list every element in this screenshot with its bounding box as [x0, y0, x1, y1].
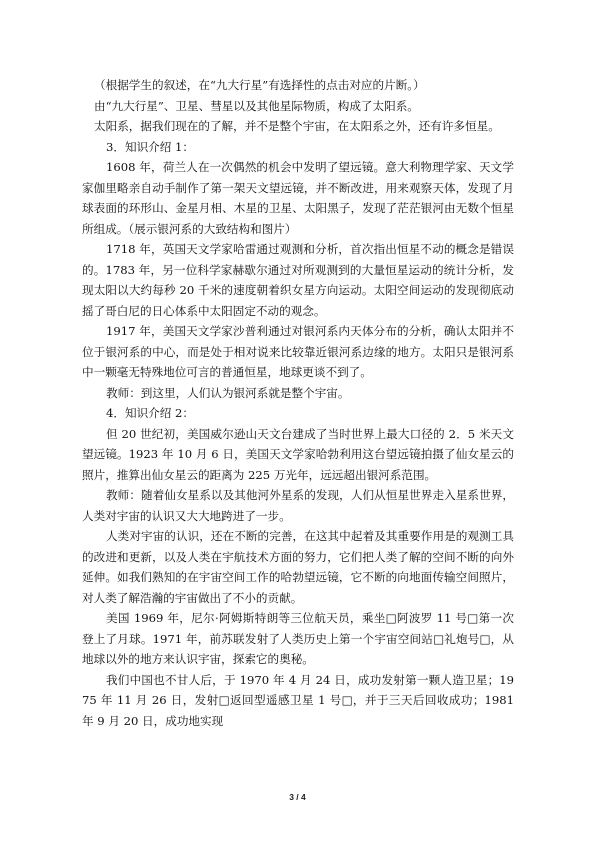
paragraph-halley-1718: 1718 年，英国天文学家哈雷通过观测和分析，首次指出恒星不动的概念是错误的。1783 年，另一位科学家赫歇尔通过对所观测到的大量恒星运动的统计分析，发现太阳以大约每秒 20 千米的速度朝着织女星方向运动。太阳空间运动的发现彻底动摇了哥白尼的日心体系中太阳固定不动的观念。 [82, 242, 514, 318]
section-heading-knowledge-2: 4．知识介绍 2： [106, 406, 195, 420]
paragraph-observation-tools: 人类对宇宙的认识，还在不断的完善，在这其中起着及其重要作用是的观测工具的改进和更新，以及人类在宇航技术方面的努力，它们把人类了解的空间不断的向外延伸。如我们熟知的在宇宙空间工作的哈勃望远镜，它不断的向地面传输空间照片，对人类了解浩瀚的宇宙做出了不小的贡献。 [82, 529, 514, 605]
document-body [82, 75, 514, 731]
paragraph-solar-system-composition: 由“九大行星”、卫星、彗星以及其他星际物质，构成了太阳系。 [94, 98, 419, 113]
paragraph-beyond-solar-system: 太阳系，据我们现在的了解，并不是整个宇宙，在太阳系之外，还有许多恒星。 [94, 119, 500, 133]
paragraph-shapley-1917: 1917 年，美国天文学家沙普利通过对银河系内天体分布的分析，确认太阳并不位于银河系的中心，而是处于相对说来比较靠近银河系边缘的地方。太阳只是银河系中一颗毫无特殊地位可言的普通恒星，地球更谈不到了。 [82, 324, 514, 379]
section-heading-knowledge-1: 3．知识介绍 1： [106, 139, 195, 154]
paragraph-note: （根据学生的叙述，在“九大行星”有选择性的点击对应的片断。） [94, 78, 425, 92]
page-number: 3 / 4 [289, 792, 306, 802]
paragraph-hubble-1923: 但 20 世纪初，美国威尔逊山天文台建成了当时世界上最大口径的 2．5 米天文望远镜。1923 年 10 月 6 日，美国天文学家哈勃利用这台望远镜拍摄了仙女星云的照片，推算出仙女星云的距离为 225 万光年，远远超出银河系范围。 [82, 426, 514, 482]
paragraph-teacher-galaxies: 教师：随着仙女星系以及其他河外星系的发现，人们从恒星世界走入星系世界，人类对宇宙的认识又大大地跨进了一步。 [82, 488, 514, 523]
paragraph-telescope-1608: 1608 年，荷兰人在一次偶然的机会中发明了望远镜。意大利物理学家、天文学家伽里略亲自动手制作了第一架天文望远镜，并不断改进，用来观察天体，发现了月球表面的环形山、金星月相、木星的卫星、太阳黑子，发现了茫茫银河由无数个恒星所组成。（展示银河系的大致结构和图片） [82, 160, 514, 236]
paragraph-china-satellite: 我们中国也不甘人后，于 1970 年 4 月 24 日，成功发射第一颗人造卫星；1975 年 11 月 26 日，发射□返回型遥感卫星 1 号□，并于三天后回收成功；1981 年 9 月 20 日，成功地实现 [82, 672, 514, 728]
paragraph-moon-landing-1969: 美国 1969 年，尼尔·阿姆斯特朗等三位航天员，乘坐□阿波罗 11 号□第一次登上了月球。1971 年，前苏联发射了人类历史上第一个宇宙空间站□礼炮号□，从地球以外的地方来认识宇宙，探索它的奥秘。 [82, 611, 514, 666]
paragraph-teacher-milky-way: 教师：到这里，人们认为银河系就是整个宇宙。 [106, 385, 350, 400]
